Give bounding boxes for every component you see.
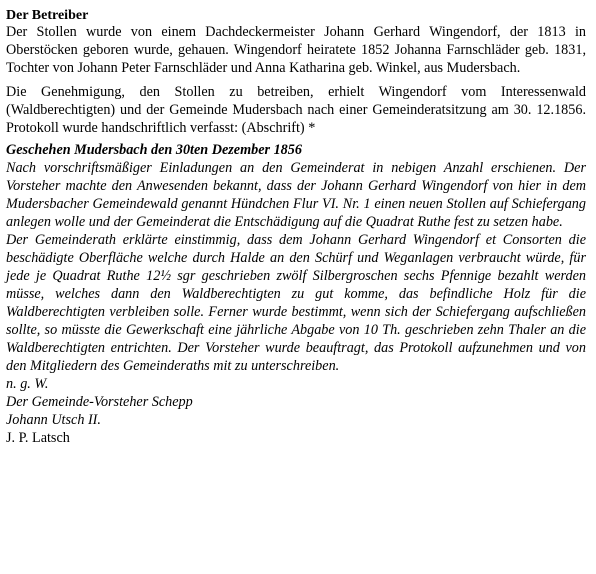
permit-paragraph: Die Genehmigung, den Stollen zu betreiben, erhielt Wingendorf vom Interessenwald (Waldberechtigten) und der Gemeinde Mudersbach nach einer Gemeinderatsitzung am 30. 12.1856. Protokoll wurde handschriftlich verfasst: (Abschrift) * xyxy=(6,84,586,136)
minute-paragraph-2: Der Gemeinderath erklärte einstimmig, dass dem Johann Gerhard Wingendorf et Consorten die beschädigte Oberfläche welche durch Halde an den Schürf und Weganlagen verbraucht würde, für jede je Quadrat Ruthe 12½ sgr geschrieben zwölf Silbergroschen sechs Pfennige bezahlt werden müsse, welches dann den Waldberechtigten zu gut komme, das befindliche Holz für die Waldberechtigten verbleiben solle. Ferner wurde bestimmt, wenn sich der Schiefergang aufschließen sollte, so müsste die Gewerkschaft eine jährliche Abgabe von 10 Th. geschrieben zehn Thaler an die Waldberechtigten entrichten. Der Vorsteher wurde beauftragt, das Protokoll aufzunehmen und von den Mitgliedern des Gemeinderaths mit zu unterschreiben. xyxy=(6,232,586,374)
minute-paragraph-1: Nach vorschriftsmäßiger Einladungen an den Gemeinderat in nebigen Anzahl erschienen. Der Vorsteher machte den Anwesenden bekannt, dass der Johann Gerhard Wingendorf von hier in dem Mudersbacher Gemeindewald genannt Hündchen Flur VI. Nr. 1 einen neuen Stollen auf Schiefergang anlegen wolle und der Gemeinderat die Entschädigung auf die Quadrat Ruthe fest zu setzen habe. xyxy=(6,160,586,230)
minute-title: Geschehen Mudersbach den 30ten Dezember 1856 xyxy=(6,142,302,158)
signature-latsch: J. P. Latsch xyxy=(6,430,70,446)
signature-utsch: Johann Utsch II. xyxy=(6,412,101,428)
section-heading: Der Betreiber xyxy=(6,8,89,23)
signature-vorsteher: Der Gemeinde-Vorsteher Schepp xyxy=(6,394,193,410)
operator-paragraph: Der Stollen wurde von einem Dachdeckermeister Johann Gerhard Wingendorf, der 1813 in Oberstöcken geboren wurde, gehauen. Wingendorf heiratete 1852 Johanna Farnschläder geb. 1831, Tochter von Johann Peter Farnschläder und Anna Katharina geb. Winkel, aus Mudersbach. xyxy=(6,24,586,76)
signature-ngw: n. g. W. xyxy=(6,376,49,392)
